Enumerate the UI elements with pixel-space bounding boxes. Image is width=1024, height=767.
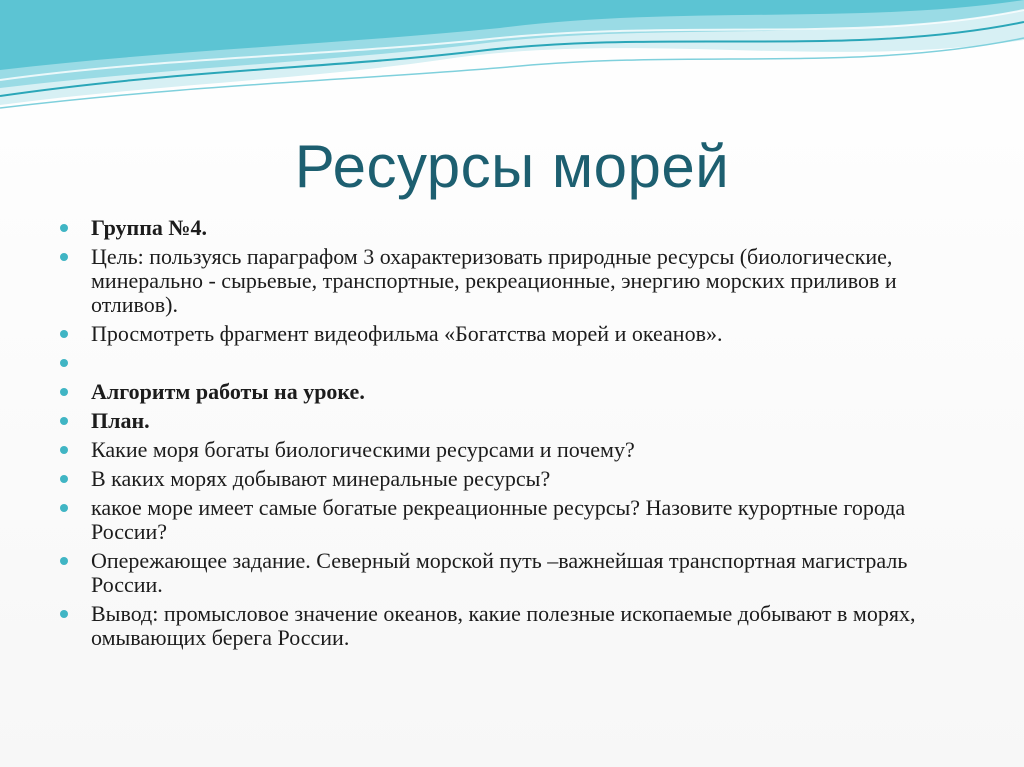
bullet-dot-icon: [60, 557, 68, 565]
bullet-text: Вывод: промысловое значение океанов, какие полезные ископаемые добывают в морях, омывающих берега России.: [91, 601, 916, 650]
bullet-item: [60, 549, 960, 597]
bullet-dot-icon: [60, 253, 68, 261]
bullet-dot-icon: [60, 475, 68, 483]
bullet-list: [60, 216, 960, 655]
bullet-text: Группа №4.: [91, 215, 208, 240]
bullet-item: [60, 438, 960, 462]
wave-decoration: [0, 0, 1024, 120]
slide-title: Ресурсы морей: [294, 133, 730, 200]
bullet-dot-icon: [60, 504, 68, 512]
bullet-item: [60, 380, 960, 404]
bullet-dot-icon: [60, 359, 68, 367]
bullet-text: Алгоритм работы на уроке.: [91, 379, 365, 404]
bullet-dot-icon: [60, 224, 68, 232]
bullet-item: [60, 351, 960, 375]
bullet-dot-icon: [60, 610, 68, 618]
bullet-dot-icon: [60, 330, 68, 338]
bullet-item: [60, 409, 960, 433]
bullet-dot-icon: [60, 388, 68, 396]
bullet-text: Какие моря богаты биологическими ресурсами и почему?: [91, 437, 635, 462]
bullet-text: Опережающее задание. Северный морской путь –важнейшая транспортная магистраль России.: [91, 548, 908, 597]
bullet-item: [60, 496, 960, 544]
bullet-text: какое море имеет самые богатые рекреационные ресурсы? Назовите курортные города России?: [91, 495, 906, 544]
bullet-dot-icon: [60, 446, 68, 454]
bullet-dot-icon: [60, 417, 68, 425]
bullet-item: [60, 322, 960, 346]
bullet-text: Просмотреть фрагмент видеофильма «Богатства морей и океанов».: [91, 321, 723, 346]
bullet-item: [60, 245, 960, 317]
bullet-text: План.: [91, 408, 150, 433]
bullet-item: [60, 602, 960, 650]
bullet-text: Цель: пользуясь параграфом 3 охарактеризовать природные ресурсы (биологические, минерально - сырьевые, транспортные, рекреационные, энергию морских приливов и отливов).: [91, 244, 897, 317]
bullet-item: [60, 216, 960, 240]
bullet-text: В каких морях добывают минеральные ресурсы?: [91, 466, 551, 491]
bullet-item: [60, 467, 960, 491]
